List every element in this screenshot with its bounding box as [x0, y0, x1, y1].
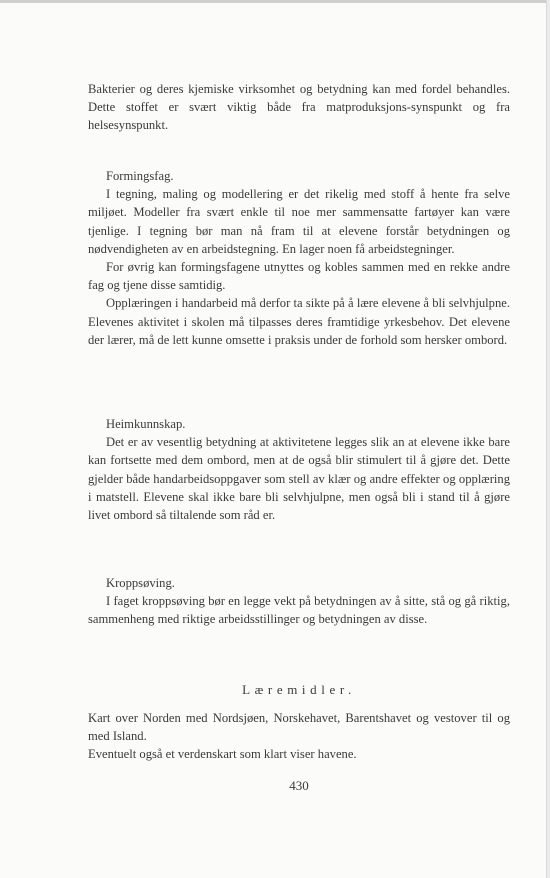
laeremidler-heading: Læremidler. [242, 682, 356, 697]
heimkunnskap-section [88, 415, 510, 524]
heimkunnskap-paragraph-1: Det er av vesentlig betydning at aktivitetene legges slik an at elevene ikke bare kan fortsette med dem ombord, men at de også blir stimulert til å gjøre det. Dette gjelder både handarbeidsoppgaver som stell av klær og andre effekter og opplæring i matstell. Elevene skal ikke bare bli selvhjulpne, men også bli i stand til å gjøre livet ombord så tiltalende som råd er. [88, 435, 510, 523]
kroppsoving-section [88, 574, 510, 629]
kroppsoving-paragraph-1: I faget kroppsøving bør en legge vekt på betydningen av å sitte, stå og gå riktig, sammenheng med riktige arbeidsstillinger og betydningen av disse. [88, 594, 510, 627]
formingsfag-paragraph-3: Opplæringen i handarbeid må derfor ta sikte på å lære elevene å bli selvhjulpne. Elevenes aktivitet i skolen må tilpasses deres framtidige yrkesbehov. Det elevene der lærer, må de lett kunne omsette i praksis under de forhold som hersker ombord. [88, 296, 510, 347]
laeremidler-line-1: Kart over Norden med Nordsjøen, Norskehavet, Barentshavet og vestover til og med Island. [88, 711, 510, 744]
formingsfag-paragraph-2: For øvrig kan formingsfagene utnyttes og kobles sammen med en rekke andre fag og tjene disse samtidig. [88, 260, 510, 293]
formingsfag-heading: Formingsfag. [106, 169, 174, 183]
laeremidler-line-2: Eventuelt også et verdenskart som klart viser havene. [88, 747, 357, 762]
top-edge-line [0, 0, 546, 3]
kroppsoving-heading: Kroppsøving. [106, 576, 175, 590]
intro-paragraph: Bakterier og deres kjemiske virksomhet og betydning kan med fordel behandles. Dette stoffet er svært viktig både fra matproduksjons-synspunkt og fra helsesynspunkt. [88, 82, 510, 133]
formingsfag-paragraph-1: I tegning, maling og modellering er det rikelig med stoff å hente fra selve miljøet. Modeller fra svært enkle til noe mer sammensatte fartøyer kan være tjenlige. I tegning bør man nå fram til at elevene forstår betydningen og nødvendigheten av en arbeidstegning. En lager noen få arbeidstegninger. [88, 187, 510, 256]
intro-section [88, 80, 510, 135]
page-number: 430 [289, 778, 309, 793]
heimkunnskap-heading: Heimkunnskap. [106, 417, 186, 431]
formingsfag-section [88, 167, 510, 349]
laeremidler-section [88, 709, 510, 764]
